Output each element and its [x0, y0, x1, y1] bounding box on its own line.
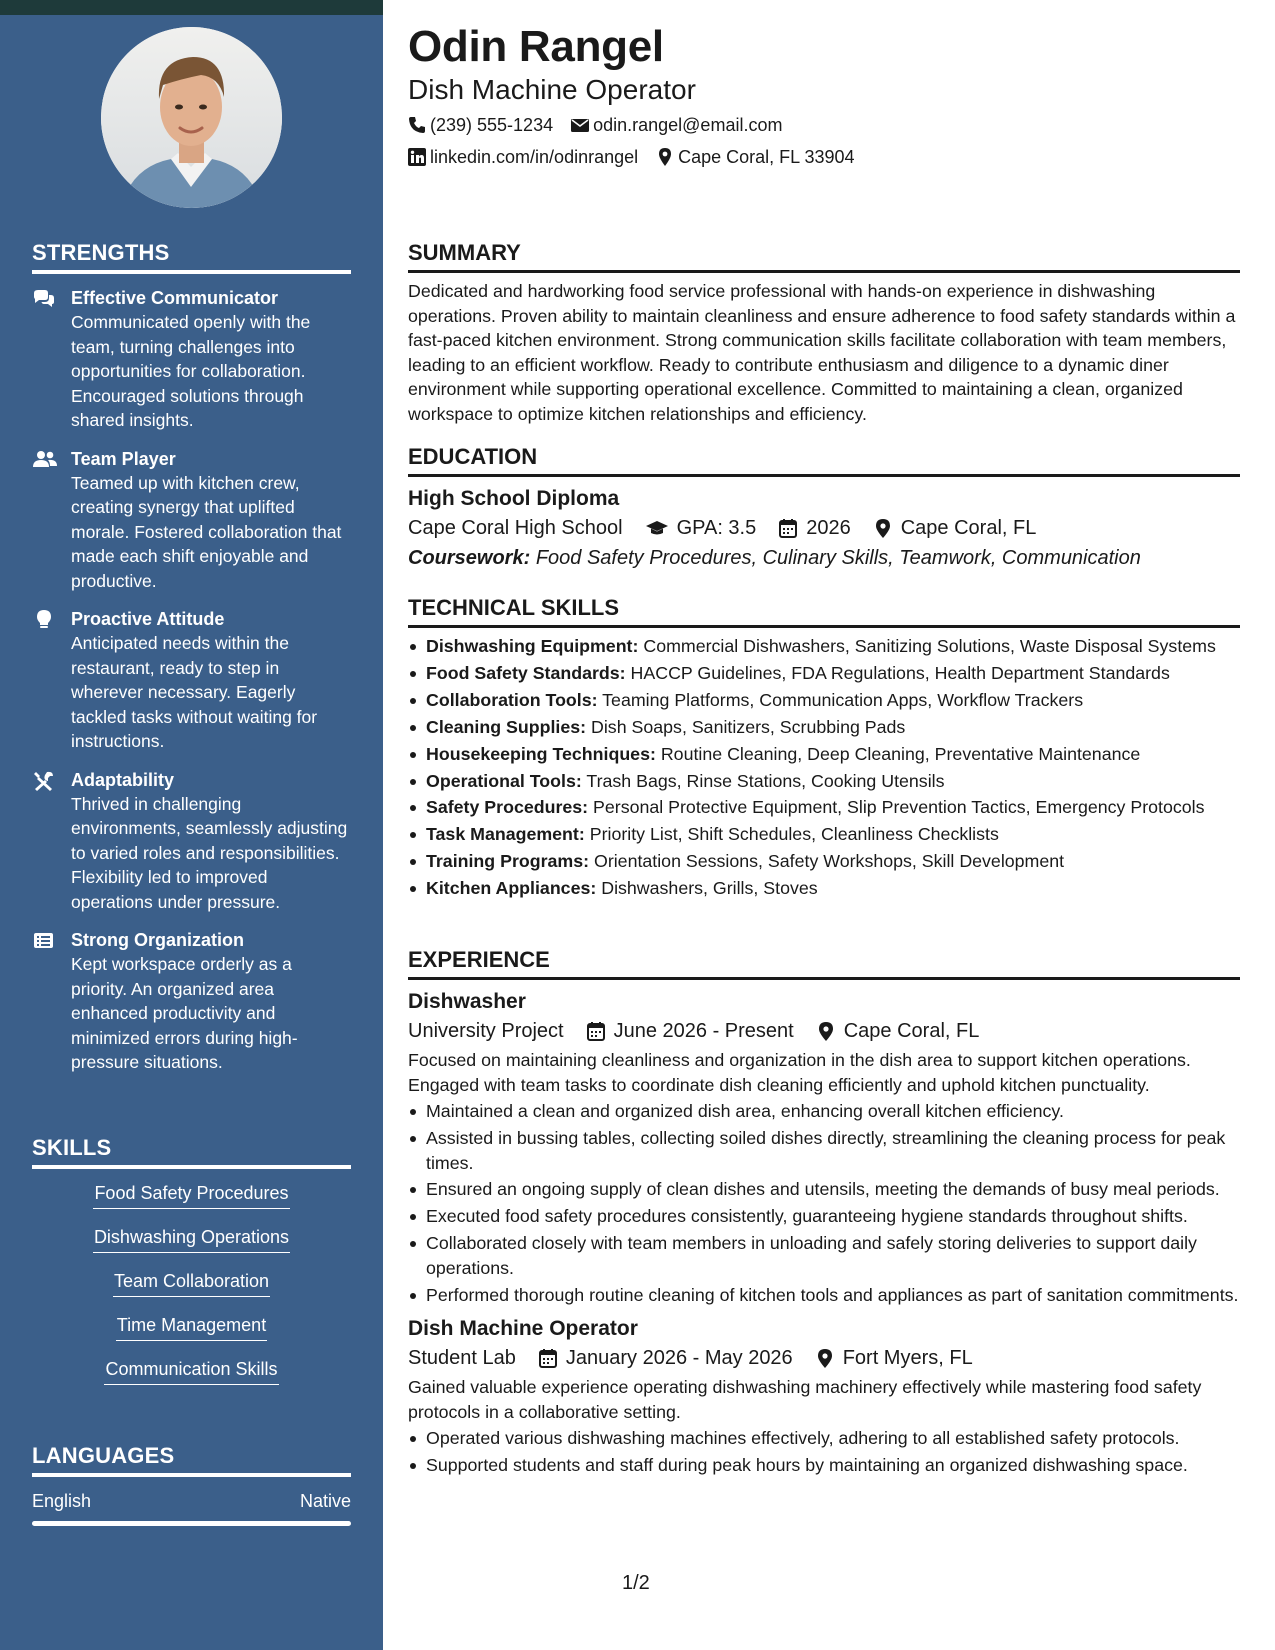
education-meta	[408, 513, 1240, 543]
strength-item	[32, 286, 351, 433]
summary-text: Dedicated and hardworking food service professional with hands-on experience in dishwashing operations. Proven ability to maintain cleanliness and ensure adherence to food safety standards within a fast-paced kitchen environment. Strong communication skills facilitate collaboration with team members, leading to an efficient workflow. Ready to contribute enthusiasm and diligence to a dynamic diner environment while supporting operational excellence. Committed to maintaining a clean, organized workspace to optimize kitchen relationships and efficiency.	[408, 281, 1236, 424]
degree: High School Diploma	[408, 487, 620, 510]
page-number: 1/2	[622, 1572, 650, 1594]
strength-title: Adaptability	[71, 769, 175, 790]
languages-heading: LANGUAGES	[32, 1443, 351, 1477]
strength-desc: Thrived in challenging environments, seamlessly adjusting to varied roles and responsibilities. Flexibility led to improved operations under pressure.	[71, 793, 348, 912]
phone-text: (239) 555-1234	[430, 115, 554, 135]
email-text: odin.rangel@email.com	[593, 115, 783, 135]
job-bullets	[408, 1099, 1240, 1307]
list-item: Task Management: Priority List, Shift Schedules, Cleanliness Checklists	[408, 822, 1240, 846]
strength-title: Team Player	[71, 448, 176, 469]
strength-item	[32, 768, 351, 915]
location-text: Cape Coral, FL 33904	[678, 147, 855, 167]
strengths-heading: STRENGTHS	[32, 240, 351, 274]
job-bullets	[408, 1426, 1240, 1477]
strength-title: Effective Communicator	[71, 288, 279, 308]
contact-row-2	[408, 146, 855, 168]
list-icon	[33, 931, 55, 951]
list-item: Safety Procedures: Personal Protective Equipment, Slip Prevention Tactics, Emergency Protocols	[408, 795, 1240, 819]
skills-heading: SKILLS	[32, 1135, 351, 1169]
list-item: Executed food safety procedures consistently, guaranteeing hygiene standards throughout shifts.	[408, 1204, 1240, 1228]
list-item: Kitchen Appliances: Dishwashers, Grills, Stoves	[408, 876, 1240, 900]
job-org: University Project	[408, 1020, 564, 1042]
gpa: GPA: 3.5	[676, 517, 757, 539]
sidebar-top-bar	[0, 0, 383, 15]
calendar-icon	[778, 518, 798, 538]
school-location: Cape Coral, FL	[900, 517, 1037, 539]
contact-email[interactable]	[571, 114, 782, 136]
list-item: Operational Tools: Trash Bags, Rinse Stations, Cooking Utensils	[408, 769, 1240, 793]
list-item: Cleaning Supplies: Dish Soaps, Sanitizers, Scrubbing Pads	[408, 715, 1240, 739]
users-icon	[33, 450, 55, 470]
job-dates: January 2026 - May 2026	[565, 1346, 793, 1369]
linkedin-text: linkedin.com/in/odinrangel	[430, 147, 639, 167]
job-meta	[408, 1016, 1240, 1046]
skill-tag: Food Safety Procedures	[93, 1181, 289, 1209]
job-title: Dishwasher	[408, 990, 526, 1013]
phone-icon	[408, 116, 426, 134]
strengths-section	[32, 240, 351, 1075]
contact-location	[656, 146, 854, 168]
skill-tag: Time Management	[116, 1313, 267, 1341]
language-name: English	[32, 1491, 92, 1511]
experience-heading: EXPERIENCE	[408, 947, 1240, 980]
graduation-cap-icon	[645, 518, 669, 538]
strength-title: Proactive Attitude	[71, 609, 225, 629]
technical-skills-heading: TECHNICAL SKILLS	[408, 595, 1240, 628]
strength-item	[32, 607, 351, 754]
list-item: Ensured an ongoing supply of clean dishes and utensils, meeting the demands of busy meal periods.	[408, 1177, 1240, 1201]
list-item: Housekeeping Techniques: Routine Cleaning, Deep Cleaning, Preventative Maintenance	[408, 742, 1240, 766]
job-dates: June 2026 - Present	[613, 1020, 794, 1042]
list-item: Performed thorough routine cleaning of kitchen tools and appliances as part of sanitation commitments.	[408, 1283, 1240, 1307]
experience-section	[408, 947, 1240, 1480]
list-item: Collaboration Tools: Teaming Platforms, Communication Apps, Workflow Trackers	[408, 688, 1240, 712]
list-item: Training Programs: Orientation Sessions, Safety Workshops, Skill Development	[408, 849, 1240, 873]
strength-desc: Teamed up with kitchen crew, creating synergy that uplifted morale. Fostered collaboration that made each shift enjoyable and productive.	[71, 472, 342, 591]
list-item: Dishwashing Equipment: Commercial Dishwashers, Sanitizing Solutions, Waste Disposal Systems	[408, 634, 1240, 658]
technical-skills-section	[408, 595, 1240, 903]
list-item: Assisted in bussing tables, collecting soiled dishes directly, streamlining the cleaning process for peak times.	[408, 1126, 1240, 1175]
strength-item	[32, 928, 351, 1075]
linkedin-icon	[408, 148, 426, 166]
candidate-name: Odin Rangel	[408, 22, 664, 71]
job-org: Student Lab	[408, 1346, 516, 1369]
job-description: Gained valuable experience operating dishwashing machinery effectively while mastering food safety protocols in a collaborative setting.	[408, 1376, 1202, 1422]
summary-heading: SUMMARY	[408, 240, 1240, 273]
education-section	[408, 444, 1240, 573]
education-heading: EDUCATION	[408, 444, 1240, 477]
candidate-title: Dish Machine Operator	[408, 74, 696, 105]
coursework	[408, 543, 1240, 573]
chat-bubbles-icon	[33, 289, 55, 309]
job-title: Dish Machine Operator	[408, 1316, 638, 1340]
list-item: Operated various dishwashing machines effectively, adhering to all established safety protocols.	[408, 1426, 1240, 1450]
profile-photo	[101, 27, 282, 208]
contact-row	[408, 114, 782, 136]
school-name: Cape Coral High School	[408, 517, 623, 539]
contact-linkedin[interactable]	[408, 146, 638, 168]
job-entry	[408, 988, 1240, 1307]
calendar-icon	[538, 1348, 558, 1368]
strength-title: Strong Organization	[71, 930, 244, 950]
envelope-icon	[571, 116, 589, 134]
language-row	[32, 1491, 351, 1512]
language-proficiency-bar	[32, 1521, 351, 1526]
job-entry	[408, 1315, 1240, 1478]
graduation-year: 2026	[806, 517, 851, 539]
map-pin-icon	[816, 1021, 836, 1041]
coursework-list: Food Safety Procedures, Culinary Skills, Teamwork, Communication	[535, 547, 1141, 569]
map-pin-icon	[656, 148, 674, 166]
coursework-label: Coursework:	[408, 547, 531, 569]
list-item: Collaborated closely with team members in unloading and safely storing deliveries to support daily operations.	[408, 1231, 1240, 1280]
map-pin-icon	[815, 1348, 835, 1368]
strength-desc: Anticipated needs within the restaurant, ready to step in wherever necessary. Eagerly tackled tasks without waiting for instructions.	[71, 633, 318, 751]
skills-section	[32, 1135, 351, 1401]
technical-skills-list	[408, 634, 1240, 901]
summary-section	[408, 240, 1240, 427]
list-item: Maintained a clean and organized dish area, enhancing overall kitchen efficiency.	[408, 1099, 1240, 1123]
calendar-icon	[586, 1021, 606, 1041]
skill-tag: Dishwashing Operations	[93, 1225, 290, 1253]
lightbulb-icon	[33, 610, 55, 630]
skill-tag: Team Collaboration	[113, 1269, 270, 1297]
contact-phone[interactable]	[408, 114, 553, 136]
sidebar	[0, 0, 383, 1650]
job-location: Fort Myers, FL	[842, 1346, 973, 1369]
strength-item	[32, 447, 351, 594]
job-meta	[408, 1343, 1240, 1373]
strength-desc: Communicated openly with the team, turning challenges into opportunities for collaboration. Encouraged solutions through shared insights.	[71, 312, 311, 430]
job-description: Focused on maintaining cleanliness and organization in the dish area to support kitchen operations. Engaged with team tasks to coordinate dish cleaning efficiently and uphold kitchen punctuality.	[408, 1050, 1191, 1095]
skill-tag: Communication Skills	[104, 1357, 278, 1385]
skill-list	[32, 1181, 351, 1401]
language-level: Native	[299, 1491, 351, 1511]
list-item: Food Safety Standards: HACCP Guidelines, FDA Regulations, Health Department Standards	[408, 661, 1240, 685]
languages-section	[32, 1443, 351, 1526]
strength-desc: Kept workspace orderly as a priority. An organized area enhanced productivity and minimized errors during high-pressure situations.	[71, 954, 298, 1072]
list-item: Supported students and staff during peak hours by maintaining an organized dishwashing space.	[408, 1453, 1240, 1477]
map-pin-icon	[873, 518, 893, 538]
tools-icon	[33, 771, 55, 791]
job-location: Cape Coral, FL	[843, 1020, 980, 1042]
